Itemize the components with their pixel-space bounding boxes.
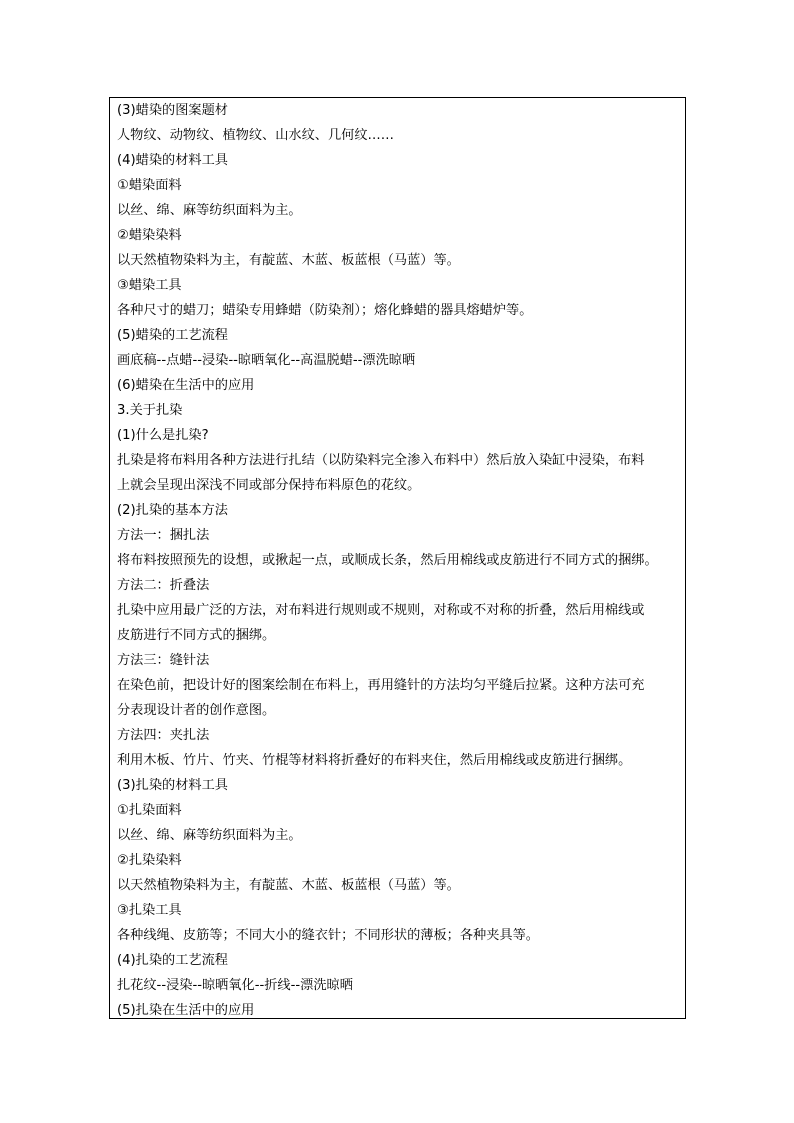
paragraph-line: 在染色前，把设计好的图案绘制在布料上，再用缝针的方法均匀平缝后拉紧。这种方法可充: [117, 678, 645, 693]
paragraph-line: 扎染中应用最广泛的方法，对布料进行规则或不规则，对称或不对称的折叠，然后用棉线或: [117, 603, 645, 618]
subheading-method-four: 方法四：夹扎法: [117, 728, 210, 743]
section-heading-tie-dye-materials: (3)扎染的材料工具: [117, 778, 228, 793]
section-heading-what-is-tie-dye: (1)什么是扎染?: [117, 428, 209, 443]
paragraph-line: 各种尺寸的蜡刀；蜡染专用蜂蜡（防染剂）；熔化蜂蜡的器具熔蜡炉等。: [117, 303, 533, 318]
paragraph-line: 分表现设计者的创作意图。: [117, 703, 276, 718]
section-heading-batik-process: (5)蜡染的工艺流程: [117, 328, 228, 343]
paragraph-line: 以天然植物染料为主，有靛蓝、木蓝、板蓝根（马蓝）等。: [117, 878, 460, 893]
section-heading-batik-application: (6)蜡染在生活中的应用: [117, 378, 255, 393]
document-body: [117, 98, 683, 1023]
paragraph-line: 扎染是将布料用各种方法进行扎结（以防染料完全渗入布料中）然后放入染缸中浸染，布料: [117, 453, 645, 468]
section-heading-batik-materials: (4)蜡染的材料工具: [117, 153, 228, 168]
paragraph-line: 上就会呈现出深浅不同或部分保持布料原色的花纹。: [117, 478, 421, 493]
subheading-batik-tools: ③蜡染工具: [117, 278, 182, 293]
section-heading-tie-dye-application: (5)扎染在生活中的应用: [117, 1003, 255, 1018]
section-heading-tie-dye: 3.关于扎染: [117, 403, 183, 418]
paragraph-line: 皮筋进行不同方式的捆绑。: [117, 628, 276, 643]
paragraph-line: 以丝、绵、麻等纺织面料为主。: [117, 203, 302, 218]
section-heading-tie-dye-methods: (2)扎染的基本方法: [117, 503, 228, 518]
paragraph-line: 各种线绳、皮筋等；不同大小的缝衣针；不同形状的薄板；各种夹具等。: [117, 928, 539, 943]
section-heading-batik-patterns: (3)蜡染的图案题材: [117, 103, 228, 118]
subheading-tie-dye-tools: ③扎染工具: [117, 903, 182, 918]
paragraph-line: 人物纹、动物纹、植物纹、山水纹、几何纹……: [117, 128, 394, 143]
paragraph-line: 利用木板、竹片、竹夹、竹棍等材料将折叠好的布料夹住，然后用棉线或皮筋进行捆绑。: [117, 753, 632, 768]
paragraph-line: 画底稿--点蜡--浸染--晾晒氧化--高温脱蜡--漂洗晾晒: [117, 353, 416, 368]
subheading-tie-dye-fabric: ①扎染面料: [117, 803, 182, 818]
paragraph-line: 扎花纹--浸染--晾晒氧化--折线--漂洗晾晒: [117, 978, 353, 993]
subheading-tie-dye-dye: ②扎染染料: [117, 853, 182, 868]
subheading-method-three: 方法三：缝针法: [117, 653, 210, 668]
paragraph-line: 以丝、绵、麻等纺织面料为主。: [117, 828, 302, 843]
subheading-batik-dye: ②蜡染染料: [117, 228, 182, 243]
subheading-method-one: 方法一：捆扎法: [117, 528, 210, 543]
paragraph-line: 将布料按照预先的设想，或揪起一点，或顺成长条，然后用棉线或皮筋进行不同方式的捆绑。: [117, 553, 658, 568]
section-heading-tie-dye-process: (4)扎染的工艺流程: [117, 953, 228, 968]
subheading-method-two: 方法二：折叠法: [117, 578, 210, 593]
subheading-batik-fabric: ①蜡染面料: [117, 178, 182, 193]
paragraph-line: 以天然植物染料为主，有靛蓝、木蓝、板蓝根（马蓝）等。: [117, 253, 460, 268]
